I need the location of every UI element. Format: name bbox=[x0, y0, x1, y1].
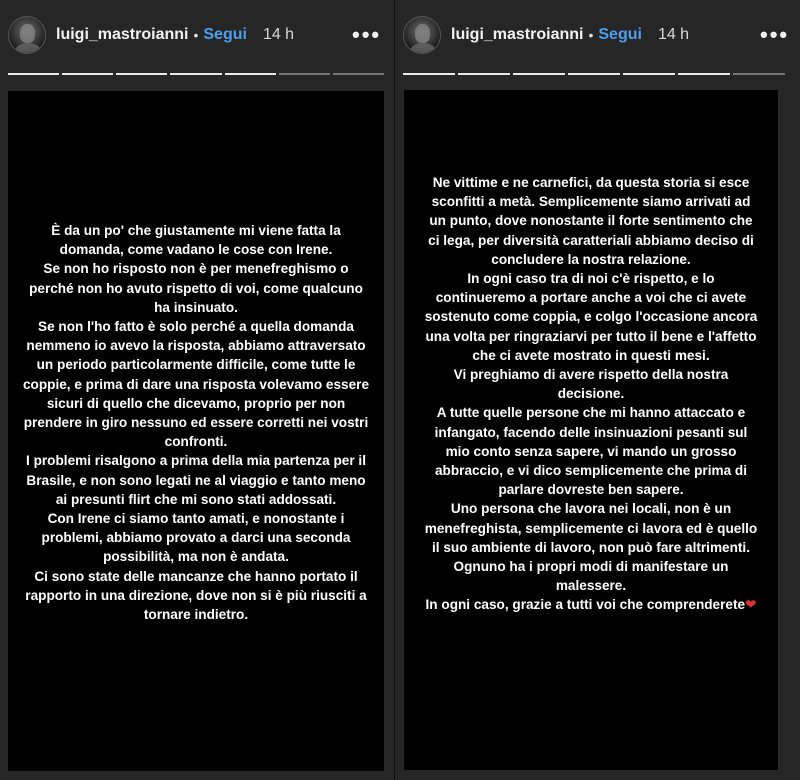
story-header bbox=[403, 14, 800, 56]
story-panel-right bbox=[395, 0, 800, 780]
story-paragraph: In ogni caso tra di noi c'è rispetto, e lo continueremo a portare anche a voi che ci avete sostenuto come coppia, e colgo l'occasione ancora una volta per ringraziarvi per tutto il bene e l'affetto che ci avete mostrato in questi mesi. bbox=[424, 271, 758, 363]
story-paragraph: Se non l'ho fatto è solo perché a quella domanda nemmeno io avevo la risposta, abbiamo attraversato un periodo particolarmente difficile, come tutte le coppie, e prima di dare una risposta volevamo essere sicuri di quello che dicevamo, proprio per non prendere in giro nessuno ed essere corretti nei vostri confronti. bbox=[22, 319, 370, 450]
story-paragraph-last bbox=[422, 595, 760, 614]
progress-segment bbox=[513, 73, 565, 75]
more-options-icon[interactable]: ••• bbox=[760, 22, 790, 47]
progress-segment bbox=[678, 73, 730, 75]
story-paragraph: Uno persona che lavora nei locali, non è un menefreghista, semplicemente ci lavora ed è quello il suo ambiente di lavoro, non può fare altrimenti. bbox=[424, 501, 758, 555]
separator-dot: • bbox=[193, 27, 199, 43]
story-paragraph: Vi preghiamo di avere rispetto della nostra decisione. bbox=[453, 367, 729, 402]
progress-segment bbox=[568, 73, 620, 75]
story-header bbox=[8, 14, 402, 56]
heart-icon: ❤ bbox=[745, 597, 757, 613]
story-panel-left bbox=[0, 0, 394, 780]
progress-segment bbox=[62, 73, 113, 75]
story-content[interactable] bbox=[8, 91, 384, 771]
progress-segment bbox=[333, 73, 384, 75]
story-paragraph: Se non ho risposto non è per menefreghismo o perché non ho avuto rispetto di voi, come qualcuno ha insinuato. bbox=[29, 261, 363, 315]
progress-segment bbox=[733, 73, 785, 75]
story-paragraph: Ne vittime e ne carnefici, da questa storia si esce sconfitti a metà. Semplicemente siamo arrivati ad un punto, dove nonostante il forte sentimento che ci lega, per diversità caratteriali abbiamo deciso di concludere la nostra relazione. bbox=[428, 175, 754, 267]
timestamp: 14 h bbox=[657, 26, 690, 43]
story-paragraph: I problemi risalgono a prima della mia partenza per il Brasile, e non sono legati ne al viaggio e tanto meno ai presunti flirt che mi sono stati addossati. bbox=[26, 453, 366, 507]
progress-segment bbox=[458, 73, 510, 75]
follow-button[interactable]: Segui bbox=[203, 26, 247, 43]
story-text bbox=[404, 173, 778, 615]
follow-button[interactable]: Segui bbox=[598, 26, 642, 43]
progress-segment bbox=[225, 73, 276, 75]
story-paragraph: Ci sono state delle mancanze che hanno portato il rapporto in una direzione, dove non si è più riusciti a tornare indietro. bbox=[25, 568, 367, 623]
story-content[interactable] bbox=[404, 90, 778, 770]
progress-segment bbox=[623, 73, 675, 75]
avatar[interactable] bbox=[403, 16, 441, 54]
story-paragraph: A tutte quelle persone che mi hanno attaccato e infangato, facendo delle insinuazioni pesanti sul mio conto senza sapere, vi mando un grosso abbraccio, e vi dico semplicemente che prima di parlare dovreste ben sapere. bbox=[434, 405, 748, 498]
story-text bbox=[8, 221, 384, 624]
story-paragraph: È da un po' che giustamente mi viene fatta la domanda, come vadano le cose con Irene. bbox=[51, 223, 341, 258]
story-paragraph: In ogni caso, grazie a tutti voi che comprenderete bbox=[425, 597, 746, 613]
progress-segment bbox=[279, 73, 330, 75]
progress-segment bbox=[8, 73, 59, 75]
username[interactable]: luigi_mastroianni bbox=[56, 26, 189, 43]
avatar[interactable] bbox=[8, 16, 46, 54]
progress-segment bbox=[403, 73, 455, 75]
username[interactable]: luigi_mastroianni bbox=[451, 26, 584, 43]
progress-segment bbox=[170, 73, 221, 75]
story-progress-bar bbox=[403, 73, 785, 75]
timestamp: 14 h bbox=[262, 26, 295, 43]
progress-segment bbox=[116, 73, 167, 75]
more-options-icon[interactable]: ••• bbox=[352, 22, 382, 47]
story-paragraph: Con Irene ci siamo tanto amati, e nonostante i problemi, abbiamo provato a darci una seconda possibilità, ma non è andata. bbox=[41, 511, 351, 565]
story-paragraph: Ognuno ha i propri modi di manifestare un malessere. bbox=[453, 559, 729, 594]
story-progress-bar bbox=[8, 73, 384, 75]
separator-dot: • bbox=[588, 27, 594, 43]
